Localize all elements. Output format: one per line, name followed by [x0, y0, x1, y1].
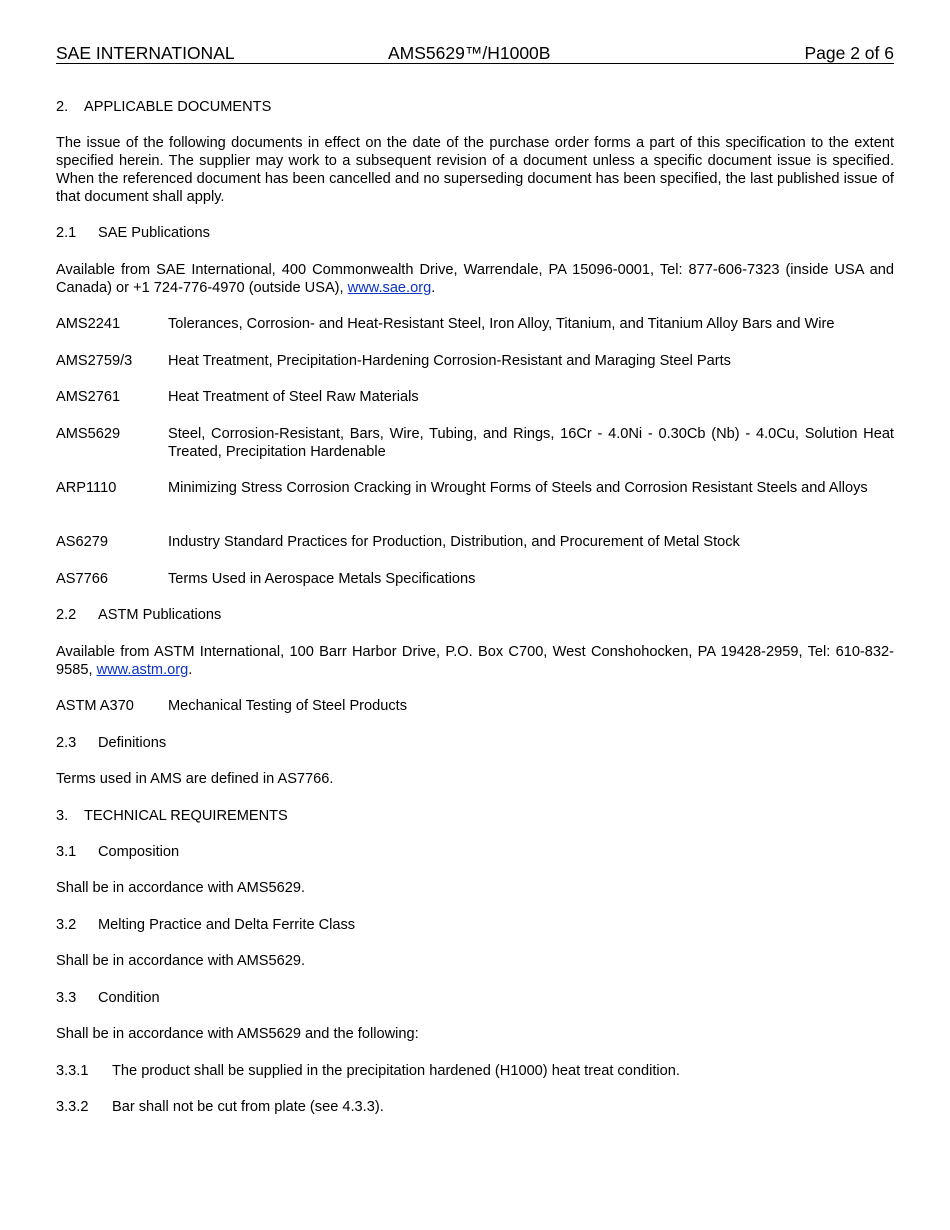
section-3-1-heading [56, 843, 894, 861]
section-2-2-heading [56, 606, 894, 624]
reference-row [56, 425, 894, 461]
reference-code: AS7766 [56, 571, 108, 587]
section-number: 3. [56, 808, 69, 824]
section-title: SAE Publications [98, 225, 210, 241]
section-2-1-heading [56, 224, 894, 242]
reference-title: Mechanical Testing of Steel Products [168, 698, 408, 714]
reference-row [56, 570, 894, 588]
reference-code: AS6279 [56, 534, 108, 550]
item-number: 3.3.1 [56, 1063, 89, 1079]
reference-title: Steel, Corrosion-Resistant, Bars, Wire, Tubing, and Rings, 16Cr - 4.0Ni - 0.30Cb (Nb) - 4.0Cu, Solution Heat Treated, Precipitation Hardenable [168, 426, 894, 460]
reference-row [56, 388, 894, 406]
definitions-paragraph: Terms used in AMS are defined in AS7766. [56, 771, 334, 787]
reference-row [56, 533, 894, 551]
astm-availability-paragraph [56, 643, 894, 679]
reference-row [56, 352, 894, 370]
reference-row [56, 315, 894, 333]
reference-code: AMS2241 [56, 316, 121, 332]
section-number: 3.3 [56, 990, 77, 1006]
sae-availability-paragraph [56, 261, 894, 297]
sae-website-link[interactable]: www.sae.org [347, 280, 432, 296]
section-number: 2.1 [56, 225, 77, 241]
section-3-2-heading [56, 916, 894, 934]
header-doc-id: AMS5629™/H1000B [388, 43, 551, 63]
section-number: 3.2 [56, 917, 77, 933]
page-header [56, 44, 894, 64]
header-page-number: Page 2 of 6 [804, 43, 894, 63]
composition-paragraph: Shall be in accordance with AMS5629. [56, 880, 306, 896]
item-text: The product shall be supplied in the precipitation hardened (H1000) heat treat condition. [112, 1063, 680, 1079]
section-number: 2.2 [56, 607, 77, 623]
section-3-3-heading [56, 989, 894, 1007]
reference-code: ASTM A370 [56, 698, 134, 714]
section-2-paragraph: The issue of the following documents in effect on the date of the purchase order forms a part of this specification to the extent specified herein. The supplier may work to a subsequent revision of a document unless a specific document issue is specified. When the referenced document has been cancelled and no superseding document has been specified, the last published issue of that document shall apply. [56, 135, 894, 205]
reference-title: Minimizing Stress Corrosion Cracking in Wrought Forms of Steels and Corrosion Resistant Steels and Alloys [168, 480, 868, 496]
item-text: Bar shall not be cut from plate (see 4.3.3). [112, 1099, 384, 1115]
section-title: Composition [98, 844, 180, 860]
condition-item [56, 1098, 894, 1116]
reference-title: Terms Used in Aerospace Metals Specifications [168, 571, 476, 587]
reference-code: AMS2759/3 [56, 353, 133, 369]
reference-title: Industry Standard Practices for Production, Distribution, and Procurement of Metal Stock [168, 534, 740, 550]
reference-row [56, 697, 894, 715]
availability-end: . [431, 280, 436, 296]
availability-end: . [188, 662, 193, 678]
section-number: 3.1 [56, 844, 77, 860]
section-number: 2.3 [56, 735, 77, 751]
section-title: Condition [98, 990, 160, 1006]
item-number: 3.3.2 [56, 1099, 89, 1115]
section-title: TECHNICAL REQUIREMENTS [84, 808, 288, 824]
header-org: SAE INTERNATIONAL [56, 43, 235, 63]
reference-code: ARP1110 [56, 480, 117, 496]
availability-text: Available from SAE International, 400 Commonwealth Drive, Warrendale, PA 15096-0001, Tel: 877-606-7323 (inside USA and Canada) or +1 724-776-4970 (outside USA), [56, 262, 894, 296]
reference-row [56, 479, 894, 497]
section-2-heading [56, 98, 894, 116]
reference-title: Heat Treatment, Precipitation-Hardening Corrosion-Resistant and Maraging Steel Parts [168, 353, 731, 369]
melting-practice-paragraph: Shall be in accordance with AMS5629. [56, 953, 306, 969]
reference-title: Tolerances, Corrosion- and Heat-Resistant Steel, Iron Alloy, Titanium, and Titanium Alloy Bars and Wire [168, 316, 835, 332]
section-2-3-heading [56, 734, 894, 752]
reference-code: AMS2761 [56, 389, 121, 405]
reference-title: Heat Treatment of Steel Raw Materials [168, 389, 419, 405]
reference-code: AMS5629 [56, 426, 121, 442]
availability-text: Available from ASTM International, 100 Barr Harbor Drive, P.O. Box C700, West Conshohocken, PA 19428-2959, Tel: 610-832-9585, [56, 644, 894, 678]
section-title: APPLICABLE DOCUMENTS [84, 99, 272, 115]
condition-item [56, 1062, 894, 1080]
astm-website-link[interactable]: www.astm.org [96, 662, 189, 678]
section-number: 2. [56, 99, 69, 115]
section-title: ASTM Publications [98, 607, 222, 623]
section-3-heading [56, 807, 894, 825]
section-title: Melting Practice and Delta Ferrite Class [98, 917, 356, 933]
section-title: Definitions [98, 735, 167, 751]
condition-paragraph: Shall be in accordance with AMS5629 and the following: [56, 1026, 419, 1042]
